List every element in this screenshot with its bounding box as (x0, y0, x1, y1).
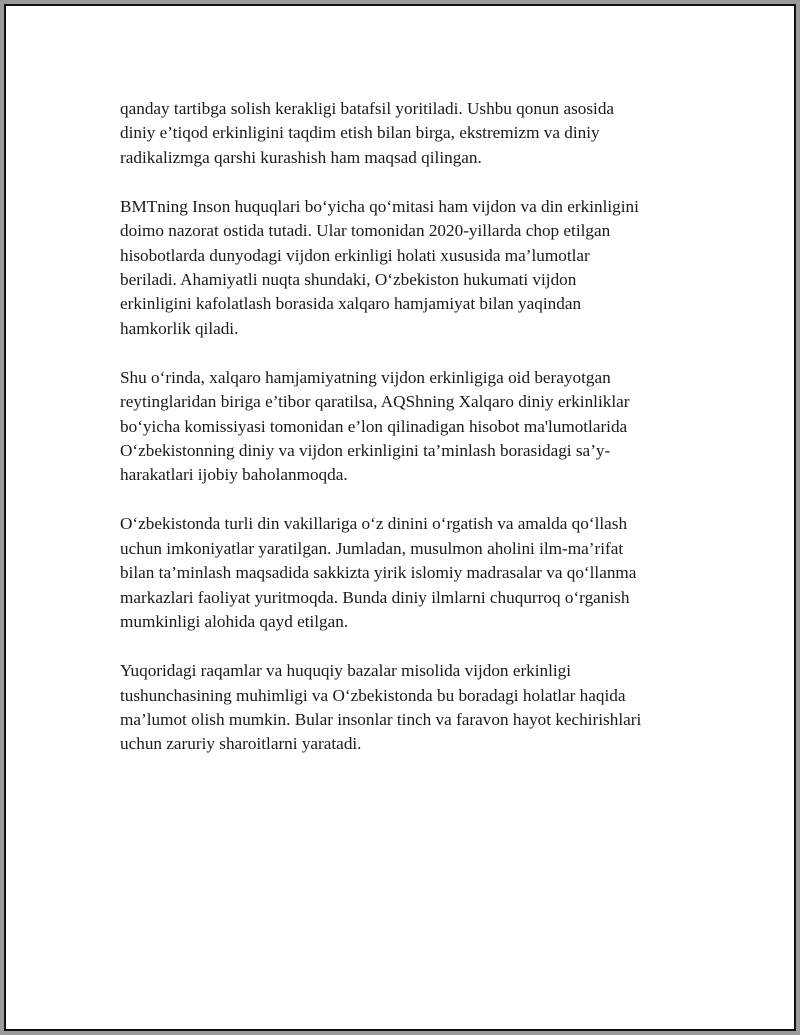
text-line: Yuqoridagi raqamlar va huquqiy bazalar misolida vijdon erkinligi (120, 661, 572, 681)
text-line: reytinglaridan biriga e’tibor qaratilsa, AQShning Xalqaro diniy erkinliklar (120, 392, 630, 412)
document-page (4, 4, 796, 1031)
text-line: qanday tartibga solish kerakligi batafsil yoritiladi. Ushbu qonun asosida (120, 99, 615, 118)
paragraph-4 (120, 512, 690, 634)
text-line: diniy e’tiqod erkinligini taqdim etish bilan birga, ekstremizm va diniy (120, 123, 600, 143)
text-line: BMTning Inson huquqlari bo‘yicha qo‘mitasi ham vijdon va din erkinligini (120, 196, 639, 216)
paragraph-1 (120, 97, 690, 170)
text-line: tushunchasining muhimligi va O‘zbekistonda bu boradagi holatlar haqida (120, 685, 626, 705)
text-line: Shu o‘rinda, xalqaro hamjamiyatning vijdon erkinligiga oid berayotgan (120, 367, 611, 387)
text-line: O‘zbekistonda turli din vakillariga o‘z dinini o‘rgatish va amalda qo‘llash (120, 514, 628, 534)
text-line: uchun imkoniyatlar yaratilgan. Jumladan, musulmon aholini ilm-ma’rifat (120, 538, 624, 558)
text-line: bo‘yicha komissiyasi tomonidan e’lon qilinadigan hisobot ma'lumotlarida (120, 416, 628, 436)
text-line: uchun zaruriy sharoitlarni yaratadi. (120, 734, 362, 754)
text-line: erkinligini kafolatlash borasida xalqaro hamjamiyat bilan yaqindan (120, 294, 582, 314)
text-line: harakatlari ijobiy baholanmoqda. (120, 465, 348, 485)
paragraph-3 (120, 366, 690, 488)
text-line: markazlari faoliyat yuritmoqda. Bunda diniy ilmlarni chuqurroq o‘rganish (120, 587, 630, 607)
text-line: bilan ta’minlash maqsadida sakkizta yirik islomiy madrasalar va qo‘llanma (120, 563, 637, 583)
paragraph-5 (120, 659, 690, 757)
text-line: hisobotlarda dunyodagi vijdon erkinligi holati xususida ma’lumotlar (120, 245, 590, 265)
text-line: doimo nazorat ostida tutadi. Ular tomonidan 2020-yillarda chop etilgan (120, 221, 611, 241)
text-line: O‘zbekistonning diniy va vijdon erkinligini ta’minlash borasidagi sa’y- (120, 441, 611, 461)
text-line: mumkinligi alohida qayd etilgan. (120, 612, 349, 632)
text-line: beriladi. Ahamiyatli nuqta shundaki, O‘zbekiston hukumati vijdon (120, 270, 577, 290)
text-line: ma’lumot olish mumkin. Bular insonlar tinch va faravon hayot kechirishlari (120, 709, 642, 729)
text-line: radikalizmga qarshi kurashish ham maqsad qilingan. (120, 147, 482, 167)
document-body (120, 97, 690, 781)
text-line: hamkorlik qiladi. (120, 318, 239, 338)
paragraph-2 (120, 195, 690, 341)
